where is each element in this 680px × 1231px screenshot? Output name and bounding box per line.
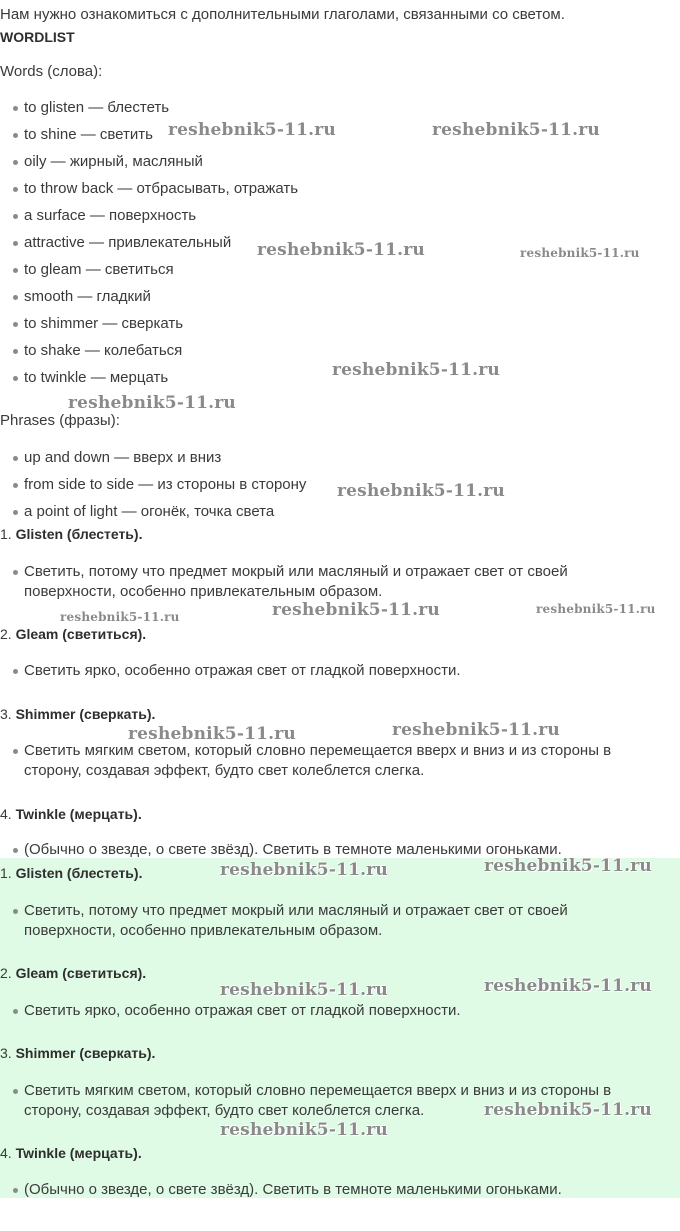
watermark: reshebnik5-11.ru xyxy=(60,610,180,624)
definition-text: (Обычно о звезде, о свете звёзд). Светить в темноте маленькими огоньками. xyxy=(10,1180,670,1200)
watermark: reshebnik5-11.ru xyxy=(128,724,296,744)
definition-text: Светить, потому что предмет мокрый или масляный и отражает свет от своей поверхности, особенно привлекательным образом. xyxy=(10,562,670,602)
intro-text: Нам нужно ознакомиться с дополнительными глаголами, связанными со светом. xyxy=(0,6,565,23)
phrases-label: Phrases (фразы): xyxy=(0,412,120,429)
list-item: smooth — гладкий xyxy=(10,287,670,307)
list-item: to throw back — отбрасывать, отражать xyxy=(10,179,670,199)
list-item: from side to side — из стороны в сторону xyxy=(10,475,670,495)
list-item: to twinkle — мерцать xyxy=(10,368,670,388)
list-item: to shake — колебаться xyxy=(10,341,670,361)
definition-heading: 2. Gleam (светиться). xyxy=(0,965,147,981)
definition-text: Светить ярко, особенно отражая свет от гладкой поверхности. xyxy=(10,661,670,681)
words-label: Words (слова): xyxy=(0,63,103,80)
definition-text: Светить ярко, особенно отражая свет от гладкой поверхности. xyxy=(10,1001,670,1021)
definition-text: Светить, потому что предмет мокрый или масляный и отражает свет от своей поверхности, особенно привлекательным образом. xyxy=(10,901,670,941)
definition-text: Светить мягким светом, который словно перемещается вверх и вниз и из стороны в сторону, создавая эффект, будто свет колеблется слегка. xyxy=(10,741,670,781)
watermark: reshebnik5-11.ru xyxy=(332,360,500,380)
definition-heading: 4. Twinkle (мерцать). xyxy=(0,806,142,822)
watermark: reshebnik5-11.ru xyxy=(484,856,652,876)
list-item: to shine — светить xyxy=(10,125,670,145)
watermark: reshebnik5-11.ru xyxy=(392,720,560,740)
definition-heading: 1. Glisten (блестеть). xyxy=(0,865,143,881)
definition-heading: 1. Glisten (блестеть). xyxy=(0,526,143,542)
list-item: to shimmer — сверкать xyxy=(10,314,670,334)
watermark: reshebnik5-11.ru xyxy=(220,860,388,880)
wordlist-heading: WORDLIST xyxy=(0,29,75,45)
definition-heading: 4. Twinkle (мерцать). xyxy=(0,1145,142,1161)
definition-heading: 3. Shimmer (сверкать). xyxy=(0,1045,156,1061)
definition-text: (Обычно о звезде, о свете звёзд). Светить в темноте маленькими огоньками. xyxy=(10,840,670,860)
watermark: reshebnik5-11.ru xyxy=(520,246,640,260)
watermark: reshebnik5-11.ru xyxy=(484,976,652,996)
watermark: reshebnik5-11.ru xyxy=(68,393,236,413)
definition-heading: 2. Gleam (светиться). xyxy=(0,626,147,642)
watermark: reshebnik5-11.ru xyxy=(220,980,388,1000)
watermark: reshebnik5-11.ru xyxy=(337,481,505,501)
list-item: a surface — поверхность xyxy=(10,206,670,226)
watermark: reshebnik5-11.ru xyxy=(536,602,656,616)
watermark: reshebnik5-11.ru xyxy=(272,600,440,620)
watermark: reshebnik5-11.ru xyxy=(220,1120,388,1140)
watermark: reshebnik5-11.ru xyxy=(484,1100,652,1120)
highlighted-definitions xyxy=(0,858,680,1198)
list-item: a point of light — огонёк, точка света xyxy=(10,502,670,522)
list-item: oily — жирный, масляный xyxy=(10,152,670,172)
definition-text: Светить мягким светом, который словно перемещается вверх и вниз и из стороны в сторону, создавая эффект, будто свет колеблется слегка. xyxy=(10,1081,670,1121)
watermark: reshebnik5-11.ru xyxy=(168,120,336,140)
definition-heading: 3. Shimmer (сверкать). xyxy=(0,706,156,722)
list-item: to gleam — светиться xyxy=(10,260,670,280)
list-item: attractive — привлекательный xyxy=(10,233,670,253)
watermark: reshebnik5-11.ru xyxy=(257,240,425,260)
list-item: to glisten — блестеть xyxy=(10,98,670,118)
watermark: reshebnik5-11.ru xyxy=(432,120,600,140)
list-item: up and down — вверх и вниз xyxy=(10,448,670,468)
